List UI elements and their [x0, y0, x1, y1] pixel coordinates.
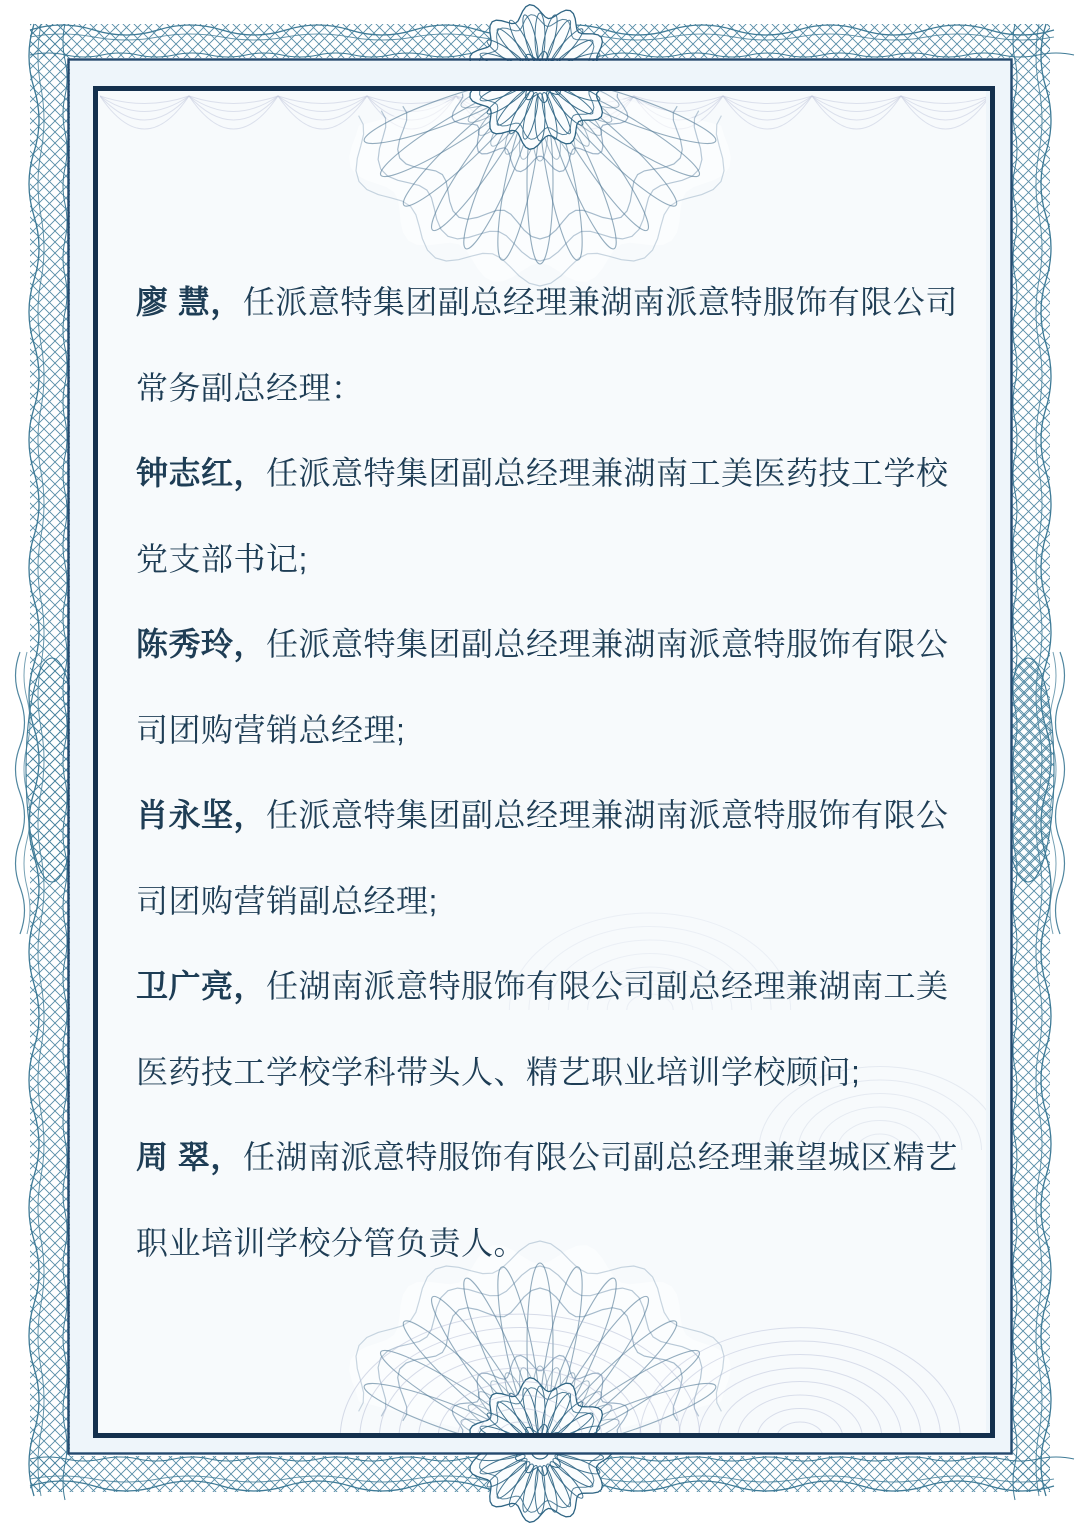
title-line1: 任派意特集团副总经理兼湖南派意特服饰有限公 [266, 626, 949, 662]
appointment-entry [136, 431, 962, 602]
title-line1: 任湖南派意特服饰有限公司副总经理兼望城区精艺 [242, 1139, 958, 1175]
title-line1: 任派意特集团副总经理兼湖南派意特服饰有限公 [266, 797, 949, 833]
name-comma: ， [233, 455, 267, 491]
person-name: 卫广亮 [136, 968, 234, 1004]
title-line2: 党支部书记; [136, 540, 308, 577]
appointments-text [100, 92, 988, 1286]
title-line2: 司团购营销总经理; [136, 711, 406, 748]
person-name: 肖永坚 [136, 797, 234, 833]
name-comma: ， [233, 626, 267, 662]
title-line1: 任派意特集团副总经理兼湖南工美医药技工学校 [266, 455, 949, 491]
person-name: 周 翠 [136, 1139, 211, 1175]
person-name: 廖 慧 [136, 284, 211, 320]
title-line1: 任派意特集团副总经理兼湖南派意特服饰有限公司 [242, 284, 958, 320]
title-line1: 任湖南派意特服饰有限公司副总经理兼湖南工美 [266, 968, 949, 1004]
name-comma: ， [233, 797, 267, 833]
name-comma: ， [210, 1139, 243, 1175]
title-line2: 常务副总经理： [136, 369, 364, 406]
appointment-entry [136, 773, 962, 944]
name-comma: ， [210, 284, 243, 320]
title-line2: 医药技工学校学科带头人、精艺职业培训学校顾问; [136, 1053, 861, 1090]
title-line2: 司团购营销副总经理; [136, 882, 438, 919]
person-name: 钟志红 [136, 455, 234, 491]
appointment-entry [136, 602, 962, 773]
person-name: 陈秀玲 [136, 626, 234, 662]
appointment-entry [136, 944, 962, 1115]
appointment-entry [136, 1115, 962, 1286]
appointment-entry [136, 260, 962, 431]
name-comma: ， [233, 968, 267, 1004]
title-line2: 职业培训学校分管负责人。 [136, 1224, 527, 1261]
